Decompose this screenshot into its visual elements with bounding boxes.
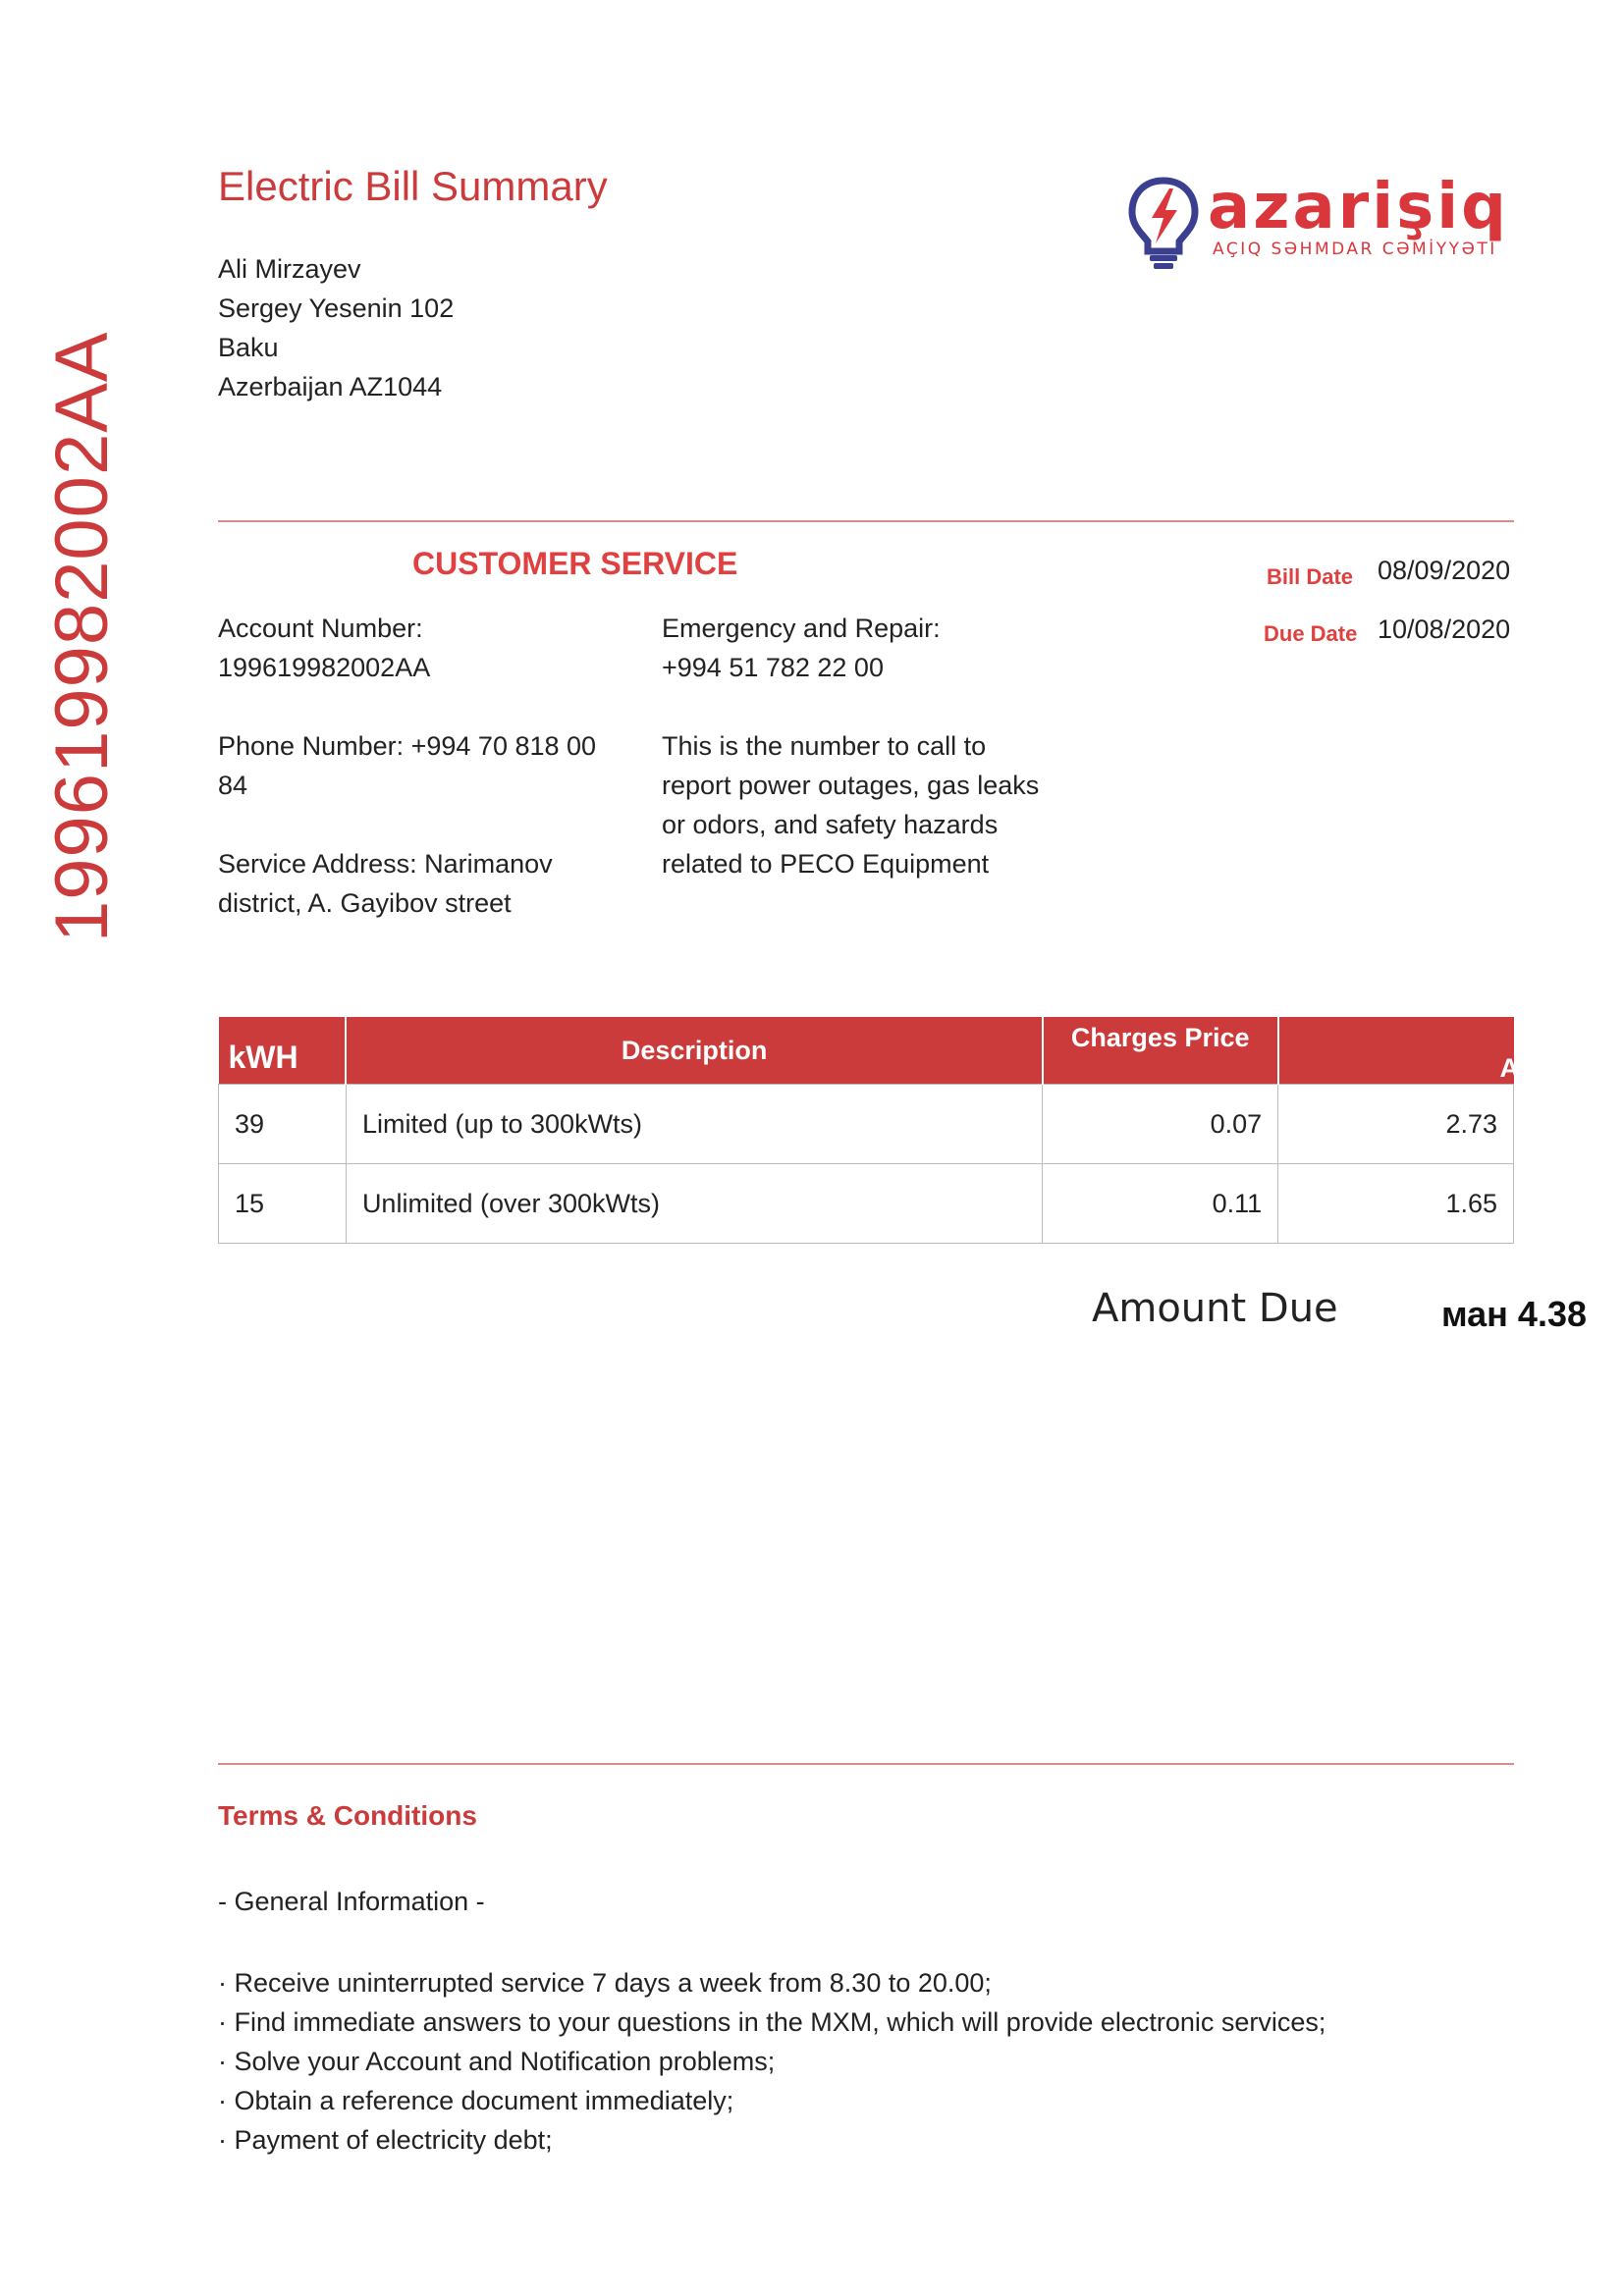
row-description: Limited (up to 300kWts) [346,1085,1042,1164]
row-amount: 2.73 [1278,1085,1514,1164]
service-address: Service Address: Narimanov district, A. Gayibov street [218,849,553,918]
terms-list [218,1963,1325,2160]
charges-table [218,1017,1600,1244]
bill-date-value: 08/09/2020 [1378,556,1511,585]
amount-due-label: Amount Due [1092,1286,1338,1331]
emergency-note: This is the number to call to report power outages, gas leaks or odors, and safety hazards related to PECO Equipment [662,731,1040,879]
lightbulb-bolt-icon [1124,175,1203,273]
list-item: · Find immediate answers to your questions in the MXM, which will provide electronic services; [218,2007,1326,2037]
row-price: 0.11 [1043,1164,1278,1244]
due-date-value: 10/08/2020 [1378,614,1511,644]
customer-name: Ali Mirzayev [218,254,361,284]
header-amount-text: Amount [1499,1053,1600,1083]
customer-country-zip: Azerbaijan AZ1044 [218,372,443,401]
header-kwh: kWH [219,1017,347,1085]
header-amount [1278,1017,1600,1085]
list-item: · Solve your Account and Notification problems; [218,2047,776,2076]
list-item: · Obtain a reference document immediately; [218,2086,734,2115]
account-number-label: Account Number: [218,614,423,643]
emergency-phone: +994 51 782 22 00 [662,653,884,682]
row-price: 0.07 [1043,1085,1278,1164]
logo-wordmark: azarişiq [1208,171,1509,243]
customer-address [218,249,454,406]
customer-street: Sergey Yesenin 102 [218,294,455,323]
header-charges-price: Charges Price [1043,1017,1278,1085]
table-row [219,1085,1514,1164]
logo-tagline: AÇIQ SƏHMDAR CƏMİYYƏTİ [1213,240,1497,259]
emergency-label: Emergency and Repair: [662,614,941,643]
table-header-row [219,1017,1514,1085]
due-date-label: Due Date [1264,621,1358,646]
amount-due-value: ман 4.38 [1441,1294,1587,1334]
row-kwh: 39 [219,1085,347,1164]
terms-heading: Terms & Conditions [218,1800,477,1831]
phone-number: Phone Number: +994 70 818 00 84 [218,731,597,800]
header-description: Description [346,1017,1042,1085]
list-item: · Receive uninterrupted service 7 days a week from 8.30 to 20.00; [218,1968,992,1998]
row-kwh: 15 [219,1164,347,1244]
account-info [218,609,630,962]
bill-date-label: Bill Date [1267,564,1354,589]
table-row [219,1164,1514,1244]
customer-service-heading: CUSTOMER SERVICE [412,546,738,581]
row-amount: 1.65 [1278,1164,1514,1244]
customer-city: Baku [218,333,279,362]
company-logo [1124,171,1517,273]
row-description: Unlimited (over 300kWts) [346,1164,1042,1244]
section-divider-bottom [218,1763,1514,1765]
document-title: Electric Bill Summary [218,163,608,209]
account-number-value: 199619982002AA [218,653,431,682]
terms-general-heading: - General Information - [218,1887,485,1916]
list-item: · Payment of electricity debt; [218,2125,553,2155]
emergency-info [662,609,1045,923]
vertical-account-number: 199619982002AA [40,331,124,942]
section-divider-top [218,520,1514,522]
